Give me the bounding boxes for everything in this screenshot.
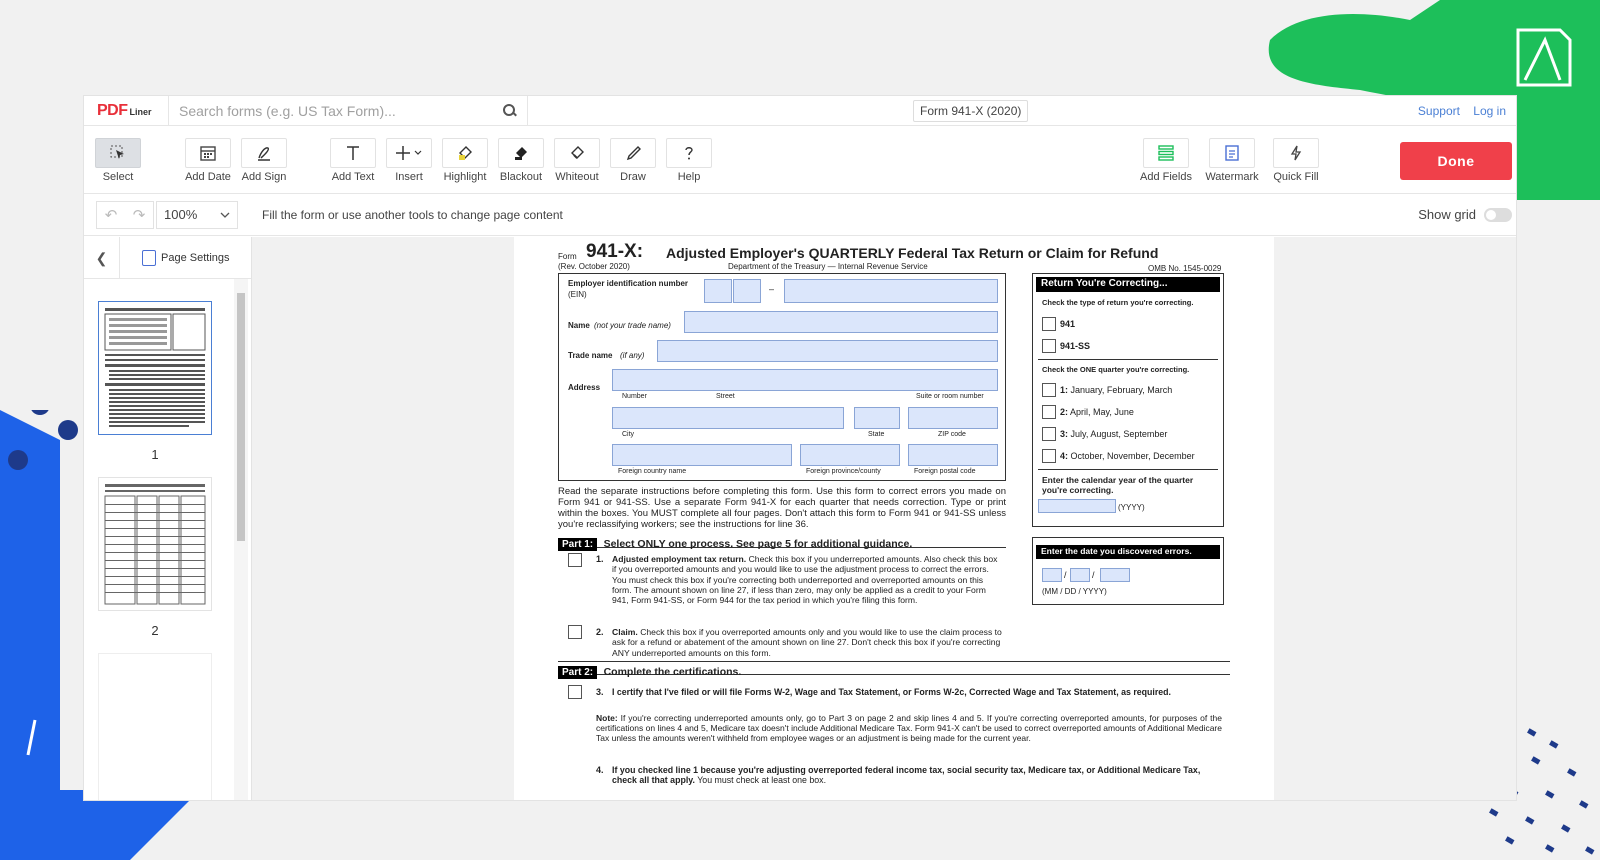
- search-bar: [168, 96, 528, 126]
- name-note: (not your trade name): [594, 321, 671, 330]
- sidebar-scroll-thumb[interactable]: [237, 293, 245, 541]
- form-title: Adjusted Employer's QUARTERLY Federal Tax Return or Claim for Refund: [666, 245, 1159, 261]
- form-instructions: Read the separate instructions before completing this form. Use this form to correct errors you made on Form 941 or 941-SS. Use a separate Form 941-X for each quarter that needs correction. Type or print within the boxes. You MUST complete all four pages. Don't attach this form to Form 941 or 941-SS unless you're reclassifying workers; see the instructions for line 36.: [558, 486, 1006, 530]
- editor-window: [84, 96, 1516, 800]
- quarter-3-checkbox[interactable]: [1042, 427, 1056, 441]
- check-type-label: Check the type of return you're correcting.: [1042, 298, 1194, 307]
- addr-zip-label: ZIP code: [938, 431, 966, 438]
- part1-tag: Part 1:: [558, 538, 597, 551]
- whiteout-tool[interactable]: [547, 138, 607, 183]
- grid-switch[interactable]: [1484, 208, 1512, 222]
- calendar-icon: [185, 138, 231, 168]
- undo-redo-group: [96, 201, 154, 229]
- foreign-country-field[interactable]: [612, 444, 792, 466]
- top-bar: [84, 96, 1516, 126]
- line3-number: 3.: [596, 687, 604, 697]
- trade-name-note: (if any): [620, 351, 645, 360]
- addr-city-label: City: [622, 431, 635, 438]
- part2-tag: Part 2:: [558, 666, 597, 679]
- page-thumbnail-2[interactable]: [98, 477, 212, 611]
- quarter-2-text: April, May, June: [1070, 407, 1134, 417]
- form-word: Form: [558, 252, 577, 261]
- line4-text: [612, 765, 1222, 786]
- pdfliner-logo[interactable]: [84, 102, 168, 120]
- add-text-tool[interactable]: [323, 138, 383, 183]
- date-hint: (MM / DD / YYYY): [1042, 587, 1107, 596]
- page-number-2: 2: [151, 623, 159, 638]
- logo-liner: Liner: [129, 106, 152, 117]
- support-link[interactable]: Support: [1417, 104, 1460, 118]
- top-links: [1408, 104, 1506, 118]
- blackout-label: Blackout: [499, 171, 543, 183]
- ein-dash: –: [769, 284, 775, 294]
- zoom-value: 100%: [164, 207, 198, 222]
- fields-icon: [1143, 138, 1189, 168]
- text-icon: [330, 138, 376, 168]
- line1-bold: Adjusted employment tax return.: [612, 554, 747, 564]
- foreign-province-field[interactable]: [800, 444, 900, 466]
- whiteout-label: Whiteout: [555, 171, 599, 183]
- insert-tool[interactable]: [379, 138, 439, 183]
- add-text-label: Add Text: [331, 171, 375, 183]
- search-icon[interactable]: [503, 104, 517, 118]
- type-941-label: 941: [1060, 319, 1076, 329]
- addr-street-label: Street: [716, 393, 735, 400]
- type-941ss-label: 941-SS: [1060, 341, 1091, 351]
- note-text: [596, 713, 1222, 744]
- sidebar-header: [84, 237, 251, 279]
- editor-hint: Fill the form or use another tools to change page content: [262, 207, 563, 222]
- year-field[interactable]: [1038, 499, 1116, 513]
- quarter-1-checkbox[interactable]: [1042, 383, 1056, 397]
- add-fields-label: Add Fields: [1140, 171, 1192, 183]
- highlight-tool[interactable]: [435, 138, 495, 183]
- quarter-3-num: 3:: [1060, 429, 1069, 439]
- blackout-icon: [498, 138, 544, 168]
- line2-body: Check this box if you overreported amounts only and you would like to use the claim process to ask for a refund or abatement of the amount shown on line 27. Don't check this box if you're correcting ANY underreported amounts on this form.: [612, 627, 1002, 658]
- quarter-4-num: 4:: [1060, 451, 1069, 461]
- show-grid-label: Show grid: [1418, 207, 1476, 222]
- line4-bold: If you checked line 1 because you're adjusting overreported federal income tax, social security tax, Medicare tax, or Additional Medicare Tax, check all that apply.: [612, 765, 1201, 786]
- date-slash-1: /: [1064, 570, 1067, 580]
- line1-number: 1.: [596, 554, 604, 564]
- form-department: Department of the Treasury — Internal Revenue Service: [728, 262, 928, 271]
- document-page: [514, 237, 1274, 800]
- page-number-1: 1: [151, 447, 159, 462]
- date-day-field[interactable]: [1070, 568, 1090, 582]
- highlighter-icon: [442, 138, 488, 168]
- year-label: Enter the calendar year of the quarter you're correcting.: [1042, 475, 1194, 495]
- workspace: [84, 237, 1516, 800]
- city-field[interactable]: [612, 407, 844, 429]
- addr-suite-label: Suite or room number: [916, 393, 984, 400]
- trade-name-field[interactable]: [657, 340, 998, 362]
- addr-postal-label: Foreign postal code: [914, 468, 976, 475]
- addr-number-label: Number: [622, 393, 647, 400]
- search-input[interactable]: [179, 103, 503, 119]
- line1-body: Check this box if you underreported amounts. Also check this box if you overreported amounts and you would like to use the adjustment process to correct the errors. You must check this box if you're correcting both underreported and overreported amounts on this form. The amount shown on line 27, if less than zero, may only be applied as a credit to your Form 941, Form 941-SS, or Form 944 for the tax period in which you're filing this form.: [612, 554, 998, 606]
- ein-field-1[interactable]: [704, 279, 732, 303]
- select-label: Select: [102, 171, 134, 183]
- add-sign-tool[interactable]: [234, 138, 294, 183]
- redo-icon[interactable]: ↷: [132, 206, 146, 224]
- watermark-tool[interactable]: [1202, 138, 1262, 183]
- year-hint: (YYYY): [1118, 503, 1145, 512]
- form-revision: (Rev. October 2020): [558, 262, 630, 271]
- quarter-3-text: July, August, September: [1070, 429, 1168, 439]
- quarter-2-checkbox[interactable]: [1042, 405, 1056, 419]
- line4-body: You must check at least one box.: [697, 775, 827, 786]
- quarter-1-text: January, February, March: [1070, 385, 1173, 395]
- type-941ss-checkbox[interactable]: [1042, 339, 1056, 353]
- line2-bold: Claim.: [612, 627, 638, 637]
- line2-text: [612, 627, 1004, 658]
- document-title: Form 941-X (2020): [913, 100, 1028, 122]
- add-sign-label: Add Sign: [241, 171, 287, 183]
- part1-title: Select ONLY one process. See page 5 for additional guidance.: [603, 538, 913, 550]
- name-label: Name: [568, 321, 590, 330]
- trade-name-label: Trade name: [568, 351, 613, 360]
- addr-province-label: Foreign province/county: [806, 468, 881, 475]
- line4-number: 4.: [596, 765, 604, 775]
- page-1-preview: [99, 302, 211, 434]
- eraser-icon: [554, 138, 600, 168]
- lightning-icon: [1273, 138, 1319, 168]
- blackout-tool[interactable]: [491, 138, 551, 183]
- sidebar-scrollbar[interactable]: [234, 279, 248, 800]
- logo-pdf: PDF: [97, 101, 128, 119]
- zip-field[interactable]: [908, 407, 998, 429]
- page-settings-icon: [142, 250, 156, 266]
- addr-country-label: Foreign country name: [618, 468, 687, 475]
- pen-icon: [610, 138, 656, 168]
- ein-sub-label: (EIN): [568, 290, 587, 299]
- plus-icon: [386, 138, 432, 168]
- type-941-checkbox[interactable]: [1042, 317, 1056, 331]
- line1-checkbox[interactable]: [568, 553, 582, 567]
- line3-checkbox[interactable]: [568, 685, 582, 699]
- undo-icon[interactable]: ↶: [104, 206, 118, 224]
- part2-title: Complete the certifications.: [603, 666, 742, 678]
- state-field[interactable]: [854, 407, 900, 429]
- select-tool[interactable]: [88, 138, 148, 183]
- date-slash-2: /: [1092, 570, 1095, 580]
- page-thumbnail-3[interactable]: [98, 653, 212, 800]
- draw-tool[interactable]: [603, 138, 663, 183]
- signature-icon: [241, 138, 287, 168]
- line1-text: [612, 554, 1004, 605]
- ein-field-3[interactable]: [784, 279, 998, 303]
- insert-label: Insert: [395, 171, 423, 183]
- part2-header: [558, 661, 1230, 678]
- add-fields-tool[interactable]: [1136, 138, 1196, 183]
- ein-label: Employer identification number: [568, 279, 689, 288]
- quarter-4-text: October, November, December: [1070, 451, 1195, 461]
- quarter-2-label: [1060, 407, 1134, 417]
- quarter-4-label: [1060, 451, 1195, 461]
- page-2-preview: [99, 478, 211, 610]
- date-year-field[interactable]: [1100, 568, 1130, 582]
- watermark-label: Watermark: [1205, 171, 1259, 183]
- quarter-3-label: [1060, 429, 1167, 439]
- cursor-icon: [95, 138, 141, 168]
- question-icon: [666, 138, 712, 168]
- chevron-down-icon: [220, 212, 230, 218]
- correcting-divider-1: [1038, 359, 1218, 360]
- show-grid-toggle[interactable]: [1418, 207, 1512, 222]
- form-omb: OMB No. 1545-0029: [1148, 264, 1222, 273]
- help-tool[interactable]: [659, 138, 719, 183]
- page-sidebar: [84, 237, 252, 800]
- address-label: Address: [568, 383, 601, 392]
- quarter-1-num: 1:: [1060, 385, 1069, 395]
- line2-checkbox[interactable]: [568, 625, 582, 639]
- quarter-1-label: [1060, 385, 1172, 395]
- collapse-sidebar-icon[interactable]: ❮: [84, 237, 120, 279]
- quarter-2-num: 2:: [1060, 407, 1069, 417]
- page-settings-button[interactable]: [142, 250, 230, 266]
- done-button[interactable]: Done: [1400, 142, 1512, 180]
- correcting-header: Return You're Correcting...: [1036, 277, 1220, 292]
- help-label: Help: [677, 171, 701, 183]
- page-thumbnail-1[interactable]: [98, 301, 212, 435]
- quick-fill-label: Quick Fill: [1273, 171, 1319, 183]
- date-header: Enter the date you discovered errors.: [1036, 545, 1220, 559]
- zoom-select[interactable]: [156, 201, 238, 229]
- draw-label: Draw: [620, 171, 646, 183]
- page-settings-label: Page Settings: [161, 251, 230, 264]
- note-body: If you're correcting underreported amounts only, go to Part 3 on page 2 and skip lines 4 and 5. If you're correcting overreported amounts, for purposes of the certifications on lines 4 and 5, Medicare tax doesn't include Additional Medicare Tax. Form 941-X can't be used to correct overreported amounts of Additional Medicare Tax unless the amounts weren't withheld from employee wages or an adjustment is being made for the current year.: [596, 713, 1222, 744]
- add-date-tool[interactable]: [178, 138, 238, 183]
- highlight-label: Highlight: [443, 171, 487, 183]
- form-number: 941-X:: [586, 241, 644, 262]
- login-link[interactable]: Log in: [1473, 104, 1506, 118]
- address-street-field[interactable]: [612, 369, 998, 391]
- watermark-icon: [1209, 138, 1255, 168]
- line2-number: 2.: [596, 627, 604, 637]
- foreign-postal-field[interactable]: [908, 444, 998, 466]
- check-quarter-label: Check the ONE quarter you're correcting.: [1042, 365, 1190, 374]
- ein-field-2[interactable]: [733, 279, 761, 303]
- correcting-divider-2: [1038, 469, 1218, 470]
- name-field[interactable]: [684, 311, 998, 333]
- toolbar: [84, 126, 1516, 194]
- date-month-field[interactable]: [1042, 568, 1062, 582]
- quarter-4-checkbox[interactable]: [1042, 449, 1056, 463]
- quick-fill-tool[interactable]: [1266, 138, 1326, 183]
- addr-state-label: State: [868, 431, 885, 438]
- add-date-label: Add Date: [185, 171, 231, 183]
- sub-toolbar: [84, 194, 1516, 236]
- note-bold: Note:: [596, 713, 618, 723]
- part1-header: [558, 534, 1006, 548]
- line3-text: I certify that I've filed or will file Forms W-2, Wage and Tax Statement, or Forms W-2c, Corrected Wage and Tax Statement, as required.: [612, 687, 1171, 697]
